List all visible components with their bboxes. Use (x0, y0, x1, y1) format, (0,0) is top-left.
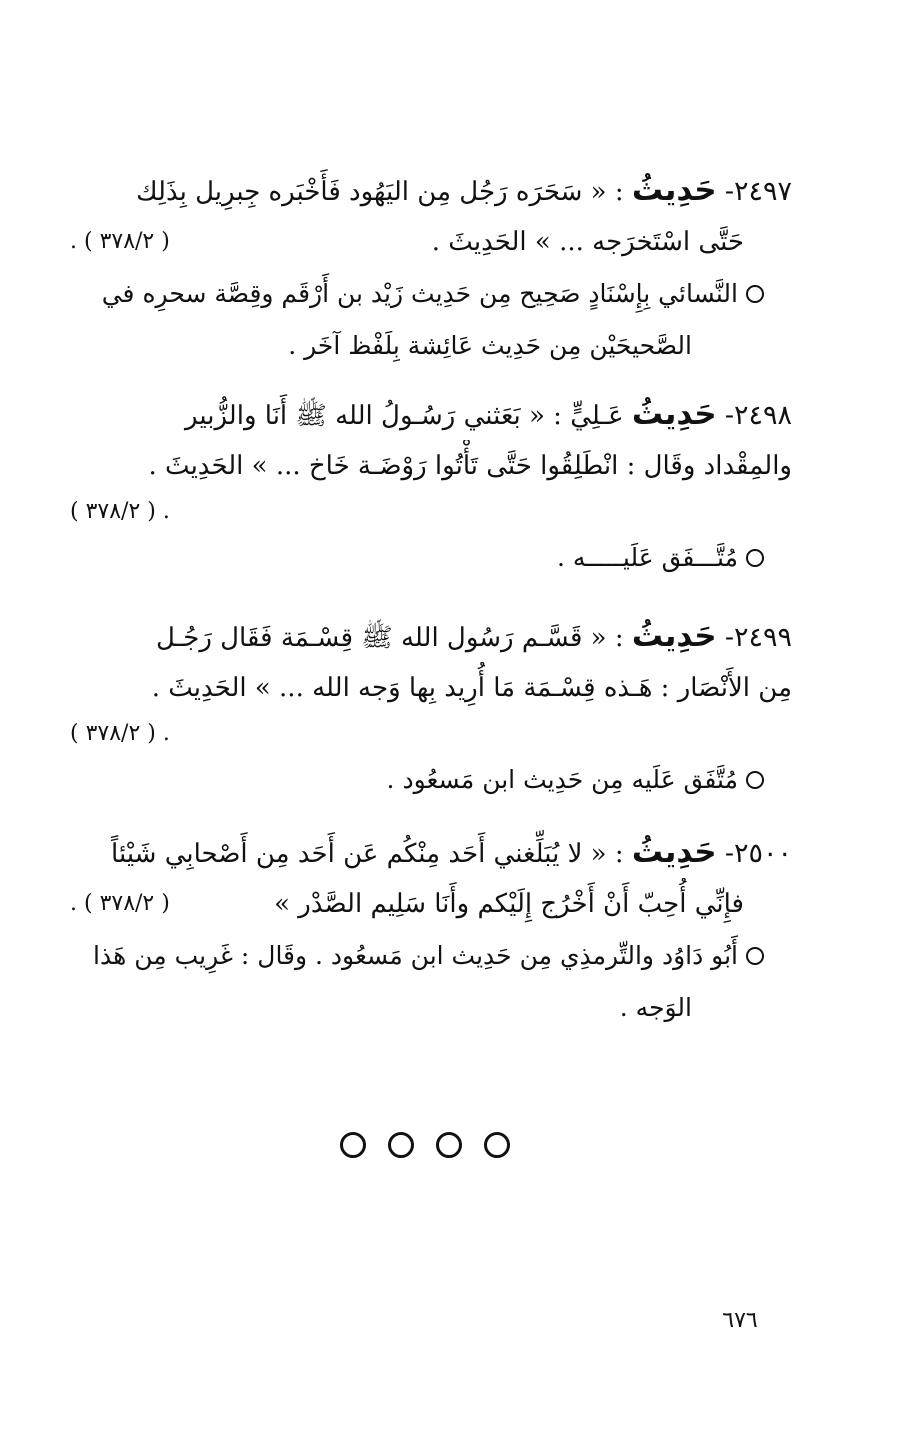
entry-line-2 (70, 662, 792, 714)
comment-text-cont: الصَّحيحَيْن مِن حَدِيث عَائِشة بِلَفْظ آخَر . (288, 331, 692, 360)
hadith-text-cont: مِن الأَنْصَار : هَـذه قِسْـمَة مَا أُرِيد بِها وَجه الله ... » الحَدِيثَ . (151, 673, 792, 703)
hadith-keyword: حَدِيثُ (631, 834, 717, 870)
ornament-circle-icon (484, 1132, 510, 1158)
entry-number: ٢٤٩٨- (724, 400, 792, 431)
comment-line-1 (70, 532, 792, 584)
entry-line-1 (70, 388, 792, 440)
entry-line-1 (70, 610, 792, 662)
comment-line-2 (70, 982, 792, 1034)
hadith-text: : « لا يُبَلِّغني أَحَد مِنْكُم عَن أَحَد مِن أَصْحابِي شَيْئاً (111, 839, 624, 869)
entry-line-3 (70, 714, 792, 754)
entry-line-2 (70, 440, 792, 492)
circle-bullet-icon (746, 285, 764, 303)
circle-bullet-icon (746, 549, 764, 567)
reference: . ( ٣٧٨/٢ ) (70, 721, 170, 746)
entry-line-2 (70, 878, 792, 930)
comment-line-1 (70, 268, 792, 320)
hadith-keyword: حَدِيثُ (631, 396, 717, 432)
hadith-text-cont: والمِقْداد وقَال : انْطَلِقُوا حَتَّى تَأْتُوا رَوْضَـة خَاخ ... » الحَدِيثَ . (148, 451, 792, 481)
hadith-entry-2498 (70, 388, 792, 584)
comment-text-cont: الوَجه . (619, 993, 692, 1022)
ornament-circle-icon (388, 1132, 414, 1158)
entry-line-1 (70, 164, 792, 216)
entry-line-1 (70, 826, 792, 878)
hadith-entry-2499 (70, 610, 792, 806)
reference: ( ٣٧٨/٢ ) . (70, 229, 170, 254)
page-number: ٦٧٦ (722, 1308, 758, 1333)
circle-bullet-icon (746, 771, 764, 789)
hadith-entry-2497 (70, 164, 792, 372)
hadith-keyword: حَدِيثُ (631, 618, 717, 654)
entry-number: ٢٥٠٠- (724, 838, 792, 869)
hadith-text: عَـلِيٍّ : « بَعَثني رَسُـولُ الله ﷺ أَنَا والزُّبير (185, 401, 624, 431)
circle-bullet-icon (746, 947, 764, 965)
hadith-text: : « قَسَّـم رَسُول الله ﷺ قِسْـمَة فَقَال رَجُـل (155, 623, 624, 653)
comment-text: مُتَّفَق عَلَيه مِن حَدِيث ابن مَسعُود . (386, 765, 738, 794)
entry-number: ٢٤٩٧- (724, 176, 792, 207)
comment-line-1 (70, 930, 792, 982)
hadith-text-cont: فإِنِّي أُحِبّ أَنْ أَخْرُج إِلَيْكم وأَنَا سَلِيم الصَّدْر » (274, 889, 744, 919)
comment-line-1 (70, 754, 792, 806)
comment-text: النَّسائي بِإِسْنَادٍ صَحِيح مِن حَدِيث زَيْد بن أَرْقَم وقِصَّة سحرِه في (101, 279, 738, 308)
entry-number: ٢٤٩٩- (724, 622, 792, 653)
ornament-circle-icon (340, 1132, 366, 1158)
hadith-text: : « سَحَرَه رَجُل مِن اليَهُود فَأَخْبَره جِبرِيل بِذَلِك (136, 177, 624, 207)
reference: . ( ٣٧٨/٢ ) (70, 499, 170, 524)
entry-line-2 (70, 216, 792, 268)
hadith-text-cont: حَتَّى اسْتَخرَجه ... » الحَدِيثَ . (431, 227, 744, 257)
section-end-ornament (340, 1128, 510, 1162)
comment-text: أَبُو دَاوُد والتِّرمذِي مِن حَدِيث ابن مَسعُود . وقَال : غَرِيب مِن هَذا (93, 941, 738, 970)
comment-text: مُتَّـــفَق عَلَيـــــه . (556, 543, 738, 572)
hadith-entry-2500 (70, 826, 792, 1034)
comment-line-2 (70, 320, 792, 372)
reference: ( ٣٧٨/٢ ) . (70, 891, 170, 916)
entry-line-3 (70, 492, 792, 532)
hadith-keyword: حَدِيثُ (631, 172, 717, 208)
ornament-circle-icon (436, 1132, 462, 1158)
